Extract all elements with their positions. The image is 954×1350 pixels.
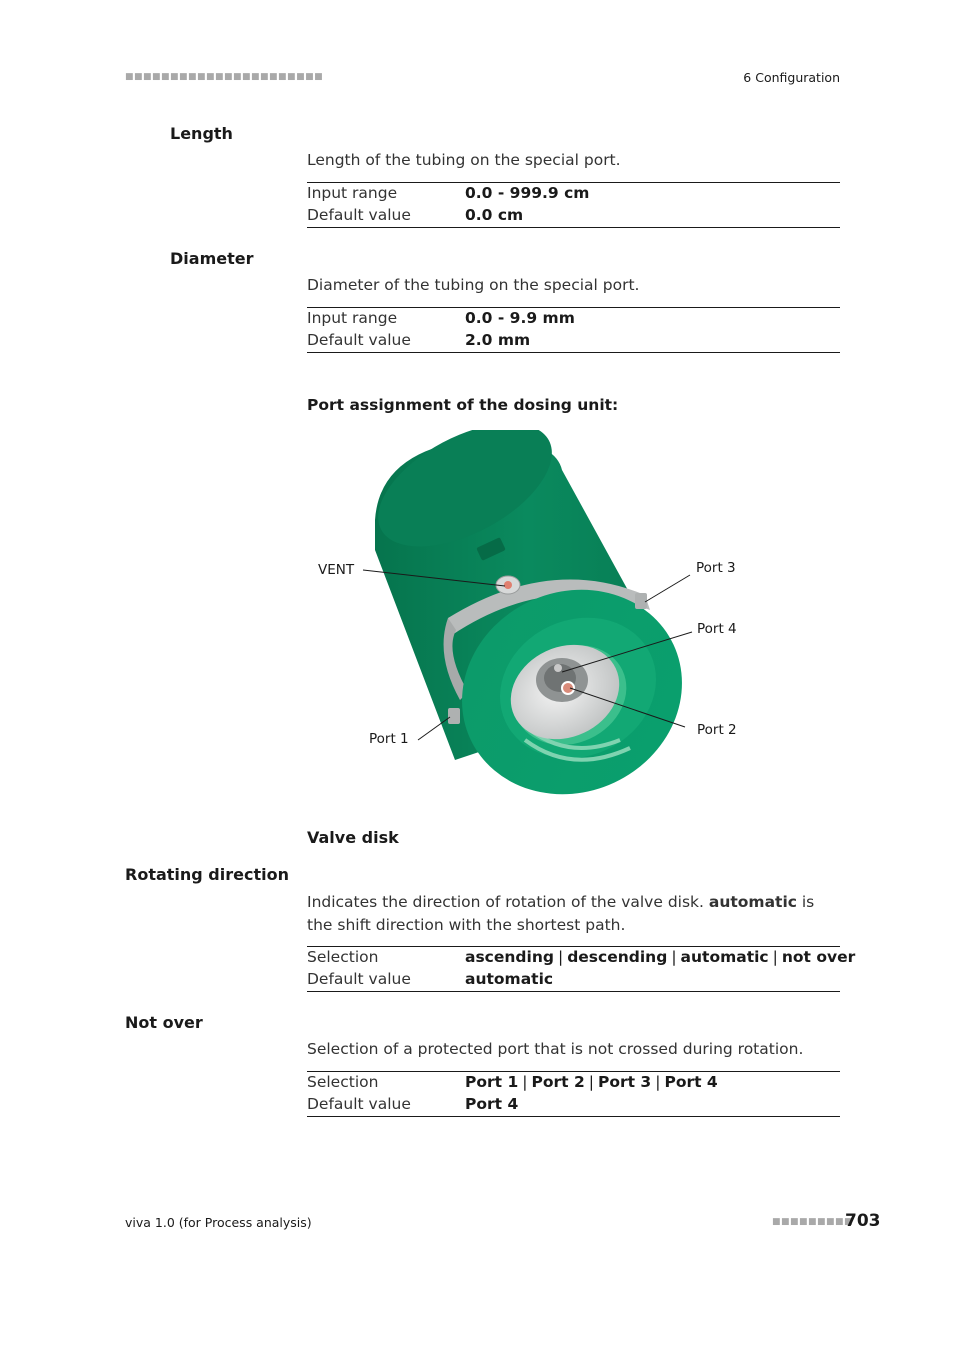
description-text: Indicates the direction of rotation of the valve disk.	[307, 893, 709, 911]
footer-product: viva 1.0 (for Process analysis)	[125, 1215, 312, 1230]
param-value	[465, 948, 855, 966]
table-row	[307, 1072, 840, 1094]
param-value: 0.0 cm	[465, 206, 524, 224]
length-heading: Length	[170, 124, 233, 143]
param-value: 0.0 - 9.9 mm	[465, 309, 575, 327]
option: ascending	[465, 948, 554, 966]
separator: |	[522, 1073, 528, 1091]
diameter-heading: Diameter	[170, 249, 254, 268]
option: automatic	[680, 948, 769, 966]
not-over-table	[307, 1071, 840, 1117]
option: Port 2	[531, 1073, 585, 1091]
param-key: Input range	[307, 184, 398, 202]
param-value	[465, 1073, 718, 1091]
table-row	[307, 308, 840, 330]
option: Port 1	[465, 1073, 519, 1091]
param-key: Default value	[307, 331, 411, 349]
rotating-direction-heading: Rotating direction	[125, 865, 289, 884]
param-key: Default value	[307, 970, 411, 988]
param-key: Selection	[307, 948, 379, 966]
option: Port 3	[597, 1073, 652, 1091]
separator: |	[588, 1073, 594, 1091]
footer-decoration: ■■■■■■■■■	[772, 1217, 854, 1227]
table-row	[307, 330, 840, 352]
param-key: Default value	[307, 206, 411, 224]
param-value: automatic	[465, 970, 554, 988]
option: Port 4	[664, 1073, 718, 1091]
separator: |	[557, 948, 564, 966]
description-keyword: automatic	[708, 893, 797, 911]
description-text: is the shift direction with the shortest path.	[307, 893, 815, 934]
dosing-unit-illustration	[300, 430, 760, 805]
separator: |	[772, 948, 778, 966]
table-row	[307, 1094, 840, 1116]
rotating-direction-table	[307, 946, 856, 992]
param-key: Default value	[307, 1095, 411, 1113]
label-port3: Port 3	[696, 560, 736, 576]
param-key: Selection	[307, 1073, 379, 1091]
option: not over	[781, 948, 856, 966]
not-over-description: Selection of a protected port that is not crossed during rotation.	[307, 1040, 804, 1058]
table-row	[307, 969, 840, 991]
table-row	[307, 947, 856, 969]
valve-disk-heading: Valve disk	[307, 828, 399, 847]
param-value: 2.0 mm	[465, 331, 531, 349]
header-decoration: ■■■■■■■■■■■■■■■■■■■■■■	[125, 72, 324, 82]
figure-caption: Port assignment of the dosing unit:	[307, 396, 619, 414]
length-table	[307, 182, 840, 228]
page-number: 703	[845, 1211, 881, 1231]
table-row	[307, 205, 840, 227]
port1-connector	[448, 708, 460, 724]
chapter-title: 6 Configuration	[743, 70, 840, 85]
param-value: 0.0 - 999.9 cm	[465, 184, 590, 202]
not-over-heading: Not over	[125, 1013, 203, 1032]
label-port2: Port 2	[697, 722, 737, 738]
separator: |	[655, 1073, 661, 1091]
label-port4: Port 4	[697, 621, 737, 637]
diameter-description: Diameter of the tubing on the special port.	[307, 276, 640, 294]
rotating-direction-description	[307, 891, 840, 937]
diameter-table	[307, 307, 840, 353]
table-row	[307, 183, 840, 205]
option: descending	[567, 948, 668, 966]
param-key: Input range	[307, 309, 398, 327]
port3-connector	[635, 593, 647, 609]
param-value: Port 4	[465, 1095, 519, 1113]
separator: |	[671, 948, 677, 966]
label-port1: Port 1	[369, 731, 409, 747]
label-vent: VENT	[318, 562, 355, 578]
length-description: Length of the tubing on the special port.	[307, 151, 621, 169]
